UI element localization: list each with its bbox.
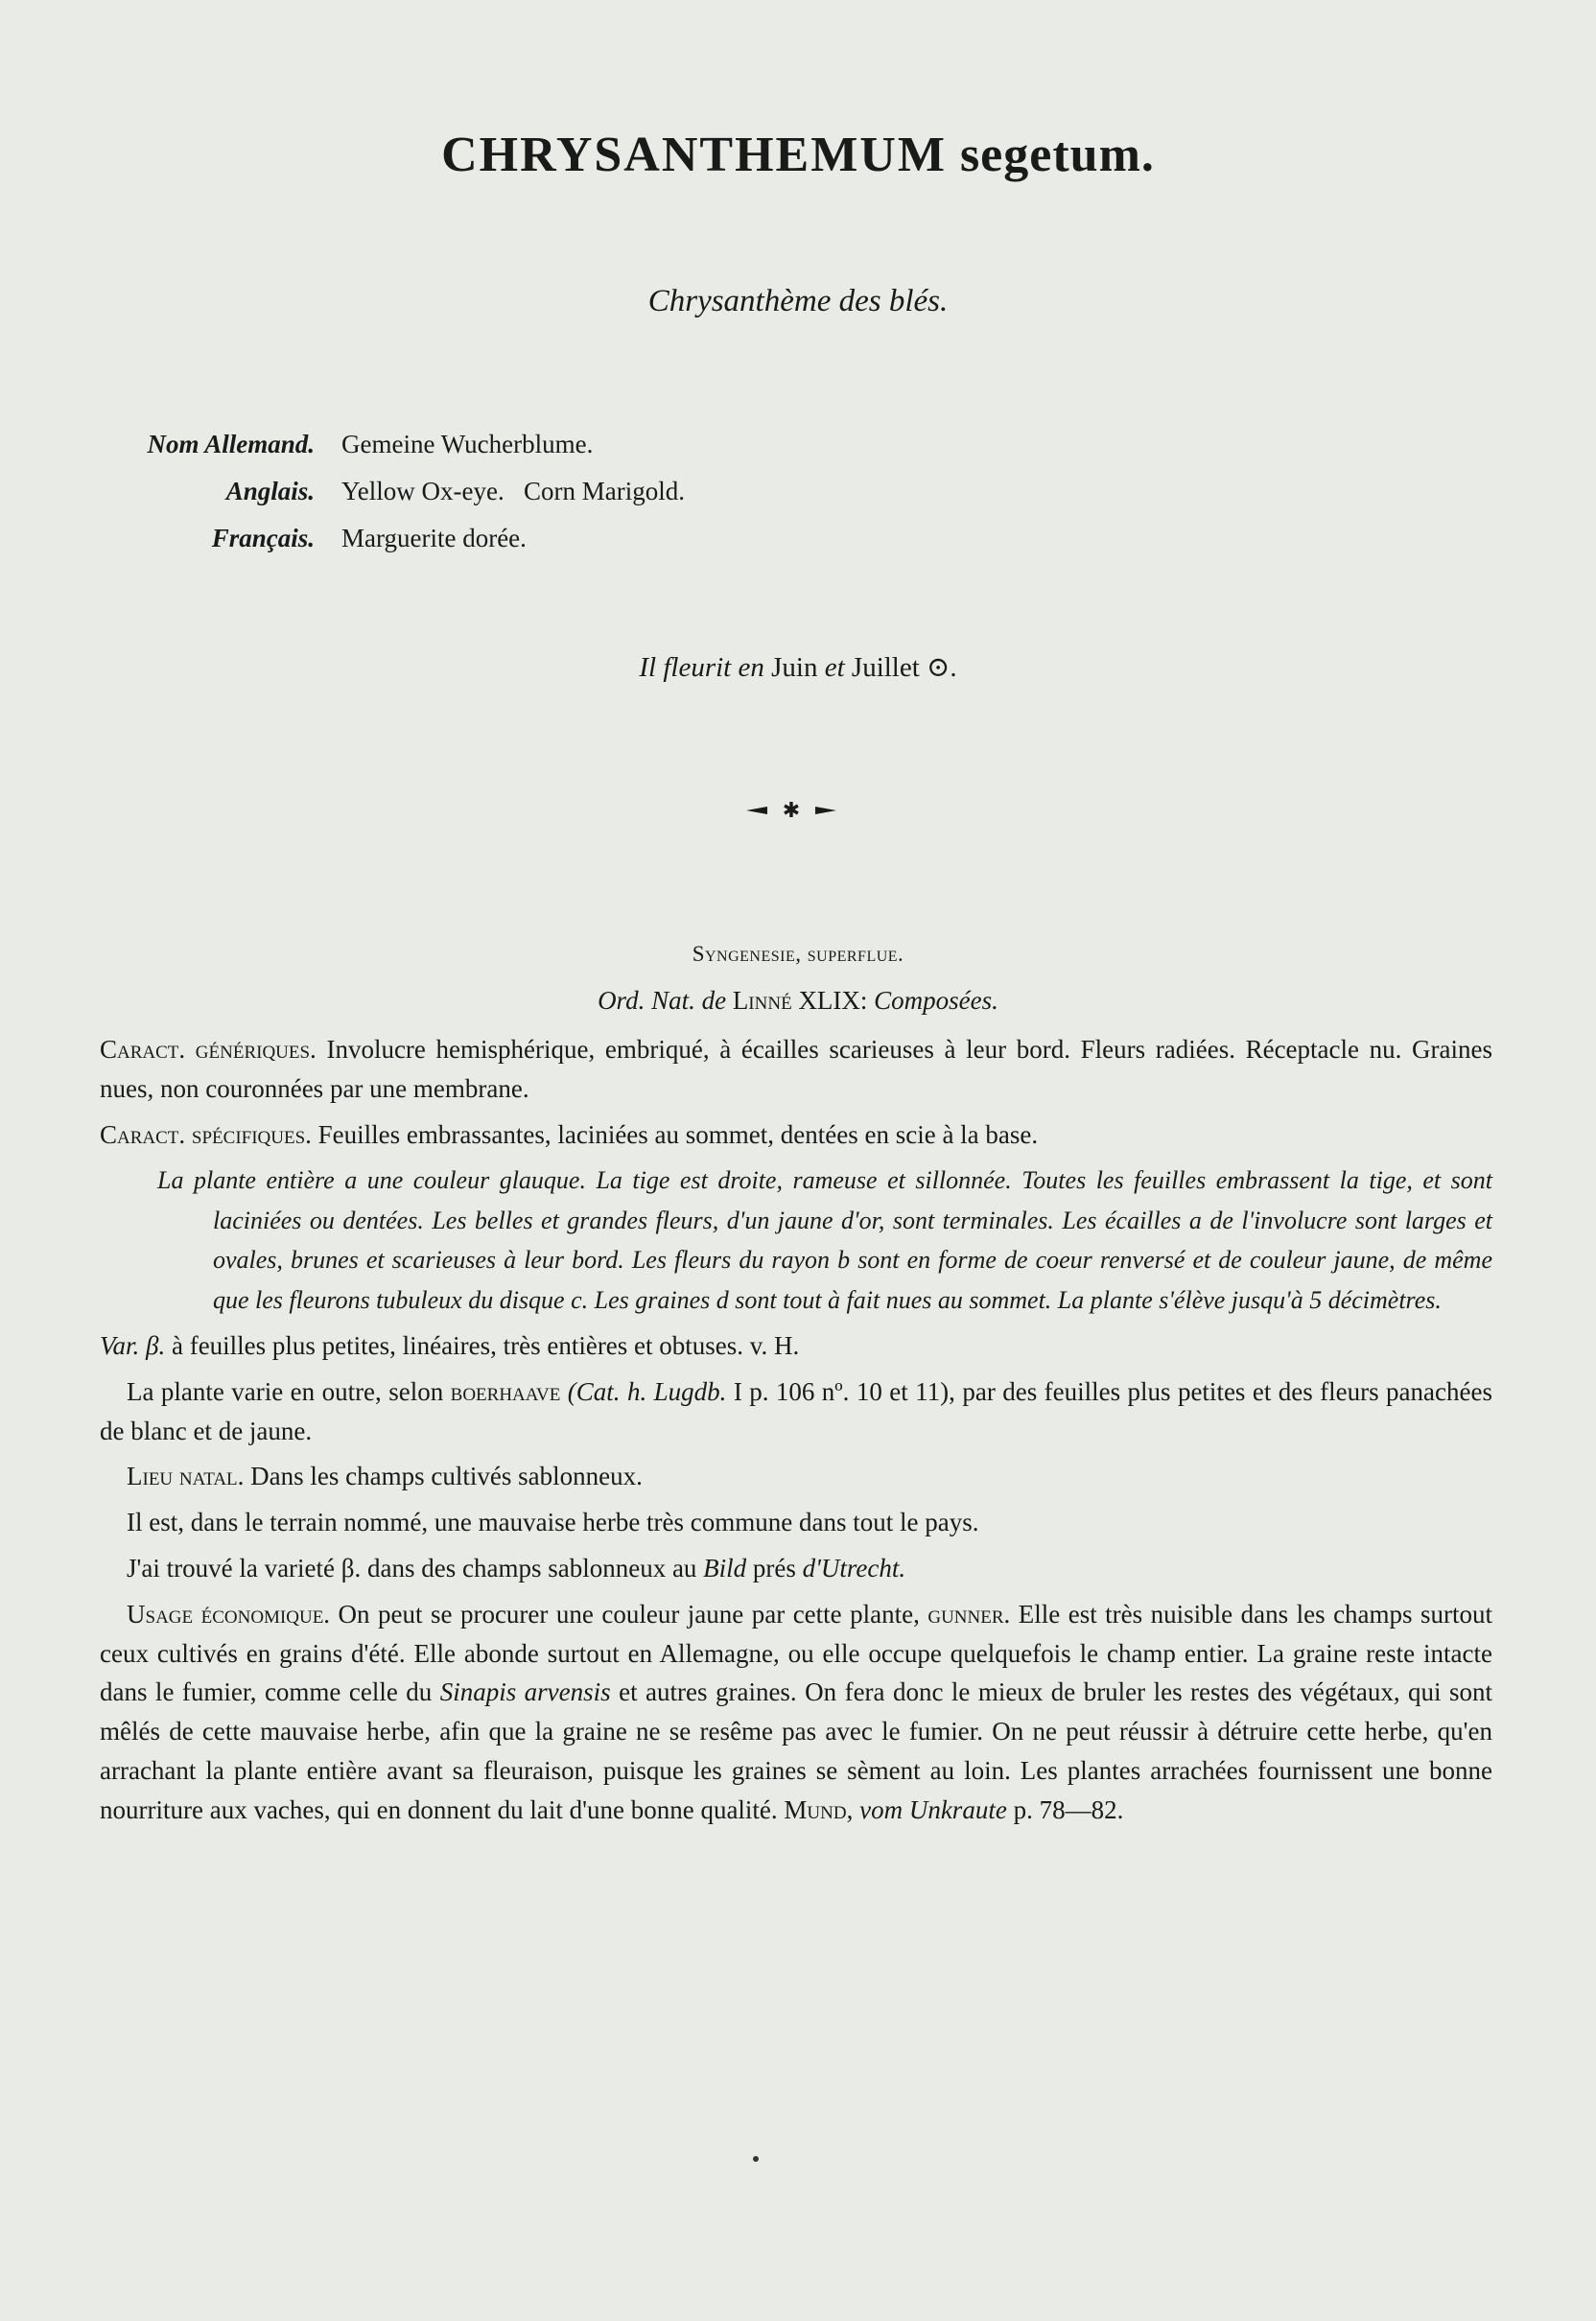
common-name-value: Yellow Ox-eye. Corn Marigold. (341, 477, 685, 505)
variation-citation: (Cat. h. Lugdb. (567, 1376, 727, 1406)
main-text (100, 1030, 1492, 1837)
usage-text-2: Elle est très nuisible dans les champs surtout ceux cultivés en grains d'été. Elle abonde surtout en Allemagne, ou elle occupe quelquefois le champ entier. La graine reste intacte dans le fumier, comme celle du (100, 1599, 1493, 1707)
variation-author: boerhaave (450, 1376, 561, 1406)
found-text-before: J'ai trouvé la varieté β. dans des champs sablonneux au (127, 1554, 697, 1582)
found-note (100, 1549, 1492, 1588)
order-number: XLIX: (798, 986, 868, 1015)
page-title (0, 127, 1596, 183)
habitat-note (100, 1457, 1492, 1496)
specific-characters (100, 1115, 1492, 1155)
section-text: Feuilles embrassantes, laciniées au sommet, dentées en scie à la base. (317, 1119, 1039, 1149)
order-label: Ord. Nat. de (598, 986, 727, 1015)
language-label: Nom Allemand. (147, 430, 315, 458)
section-label: Caract. spécifiques. (100, 1119, 312, 1149)
usage-text-1: On peut se procurer une couleur jaune par cette plante, (338, 1599, 920, 1629)
variation-text-after: I p. 106 nº. 10 et 11), par des feuilles plus petites et des fleurs panachées de blanc et de jaune. (100, 1376, 1492, 1445)
variation-note (100, 1372, 1492, 1451)
language-label: Anglais. (225, 477, 315, 505)
section-label: Usage économique. (127, 1599, 331, 1629)
language-label: Français. (211, 524, 315, 552)
variety-text: à feuilles plus petites, linéaires, très entières et obtuses. v. H. (171, 1331, 800, 1361)
annual-symbol-icon: ⊙. (927, 652, 957, 683)
common-names-list (96, 430, 685, 571)
page-mark (753, 2156, 759, 2162)
terrain-note: Il est, dans le terrain nommé, une mauvaise herbe très commune dans tout le pays. (127, 1508, 979, 1537)
plant-description: La plante entière a une couleur glauque. La tige est droite, rameuse et sillonnée. Toutes les feuilles embrassent la tige, et sont laciniées ou dentées. Les belles et grandes fleurs, d'un jaune d'or, sont terminales. Les écailles a de l'involucre sont larges et ovales, brunes et scarieuses à leur bord. Les fleurs du rayon b sont en forme de coeur renversé et de couleur jaune, de même que les fleurons tubuleux du disque c. Les graines d sont tout à fait nues au sommet. La plante s'élève jusqu'à 5 décimètres. (157, 1166, 1492, 1314)
flowering-month-2: Juillet (851, 652, 920, 683)
title-genus: CHRYSANTHEMUM (441, 128, 947, 182)
common-name-value: Marguerite dorée. (341, 524, 527, 552)
economic-usage (100, 1595, 1492, 1830)
usage-ref-author: Mund, (784, 1794, 854, 1824)
section-label: Lieu natal. (127, 1462, 245, 1491)
common-name-value: Gemeine Wucherblume. (341, 430, 594, 458)
section-text: Dans les champs cultivés sablonneux. (250, 1462, 643, 1491)
natural-order (0, 986, 1596, 1016)
found-place-2: d'Utrecht. (802, 1554, 906, 1582)
svg-text:✱: ✱ (782, 799, 801, 823)
title-species: segetum. (959, 128, 1155, 182)
common-name-row (96, 477, 685, 524)
usage-ref-title: vom Unkraute (859, 1794, 1007, 1824)
french-name-heading: Chrysanthème des blés. (647, 284, 949, 318)
found-text-mid: prés (752, 1554, 796, 1582)
usage-text-3: et autres graines. On fera donc le mieux de bruler les restes des végétaux, qui sont mêlés de cette mauvaise herbe, afin que la graine ne se resême pas avec le fumier. On ne peut réussir à détruire cette herbe, qu'en arrachant la plante entière avant sa fleuraison, puisque les graines se sèment au loin. Les plantes arrachées fournissent une bonne nourriture aux vaches, qui en donnent du lait d'une bonne qualité. (100, 1677, 1492, 1824)
common-name-row (96, 430, 685, 477)
section-label: Caract. génériques. (100, 1035, 317, 1064)
variation-text-before: La plante varie en outre, selon (127, 1376, 444, 1406)
order-author: Linné (732, 986, 792, 1015)
usage-ref-pages: p. 78—82. (1013, 1794, 1124, 1824)
flowering-period (0, 650, 1596, 684)
generic-characters (100, 1030, 1492, 1109)
order-family: Composées. (874, 986, 998, 1015)
common-name-row (96, 524, 685, 571)
flowering-prefix: Il fleurit (639, 652, 732, 683)
variety-note (100, 1326, 1492, 1366)
found-place: Bild (703, 1554, 747, 1582)
section-text: Involucre hemisphérique, embriqué, à écailles scarieuses à leur bord. Fleurs radiées. Réceptacle nu. Graines nues, non couronnées par une membrane. (100, 1035, 1492, 1103)
variety-label: Var. β. (100, 1331, 166, 1361)
flowering-en: en (738, 652, 764, 683)
flowering-month-1: Juin (771, 652, 818, 683)
flowering-et: et (824, 652, 845, 683)
ornament-divider-icon (633, 798, 950, 823)
usage-author: gunner. (927, 1599, 1011, 1629)
usage-species: Sinapis arvensis (439, 1677, 611, 1707)
linnaean-class: Syngenesie, superflue. (692, 942, 904, 966)
